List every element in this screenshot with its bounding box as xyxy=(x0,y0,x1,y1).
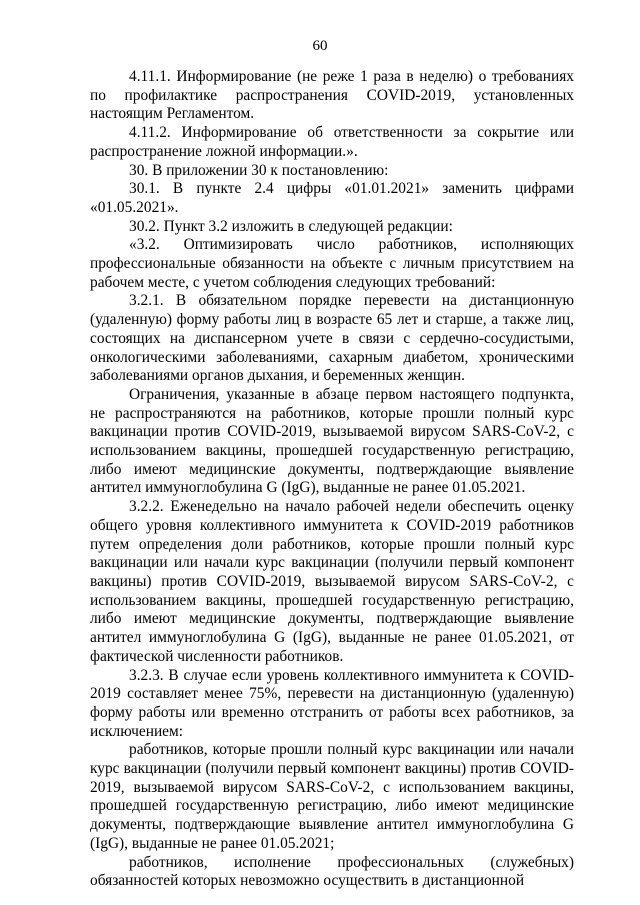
paragraph-4-11-2: 4.11.2. Информирование об ответственности за сокрытие или распространение ложной информации.». xyxy=(90,124,574,160)
paragraph-4-11-1: 4.11.1. Информирование (не реже 1 раза в неделю) о требованиях по профилактике распространения COVID-2019, установленных настоящим Регламентом. xyxy=(90,68,574,123)
document-body xyxy=(90,68,574,891)
paragraph-3-2-3: 3.2.3. В случае если уровень коллективного иммунитета к COVID-2019 составляет менее 75%, перевести на дистанционную (удаленную) форму работы или временно отстранить от работы всех работников, за исключением: xyxy=(90,666,574,740)
paragraph-restrictions: Ограничения, указанные в абзаце первом настоящего подпункта, не распространяются на работников, которые прошли полный курс вакцинации против COVID-2019, вызываемой вирусом SARS-CoV-2, с использованием вакцины, прошедшей государственную регистрацию, либо имеют медицинские документы, подтверждающие выявление антител иммуноглобулина G (IgG), выданные не ранее 01.05.2021. xyxy=(90,385,574,497)
paragraph-exception-vaccinated: работников, которые прошли полный курс вакцинации или начали курс вакцинации (получили первый компонент вакцины) против COVID-2019, вызываемой вирусом SARS-CoV-2, с использованием вакцины, прошедшей государственную регистрацию, либо имеют медицинские документы, подтверждающие выявление антител иммуноглобулина G (IgG), выданные не ранее 01.05.2021; xyxy=(90,741,574,852)
paragraph-exception-onsite: работников, исполнение профессиональных (служебных) обязанностей которых невозможно осуществить в дистанционной xyxy=(90,853,574,890)
paragraph-30: 30. В приложении 30 к постановлению: xyxy=(129,161,389,179)
paragraph-3-2-2: 3.2.2. Еженедельно на начало рабочей недели обеспечить оценку общего уровня коллективного иммунитета к COVID-2019 работников путем определения доли работников, которые прошли полный курс вакцинации или начали курс вакцинации (получили первый компонент вакцины) против COVID-2019, вызываемой вирусом SARS-CoV-2, с использованием вакцины, прошедшей государственную регистрацию, либо имеют медицинские документы, подтверждающие выявление антител иммуноглобулина G (IgG), выданные не ранее 01.05.2021, от фактической численности работников. xyxy=(90,498,574,665)
page-number: 60 xyxy=(312,38,328,54)
paragraph-30-1: 30.1. В пункте 2.4 цифры «01.01.2021» заменить цифрами «01.05.2021». xyxy=(90,180,574,216)
paragraph-30-2: 30.2. Пункт 3.2 изложить в следующей редакции: xyxy=(129,217,453,235)
paragraph-3-2: «3.2. Оптимизировать число работников, исполняющих профессиональные обязанности на объекте с личным присутствием на рабочем месте, с учетом соблюдения следующих требований: xyxy=(90,236,574,291)
paragraph-3-2-1: 3.2.1. В обязательном порядке перевести на дистанционную (удаленную) форму работы лиц в возрасте 65 лет и старше, а также лиц, состоящих на диспансерном учете в связи с сердечно-сосудистыми, онкологическими заболеваниями, сахарным диабетом, хроническими заболеваниями органов дыхания, и беременных женщин. xyxy=(90,292,574,385)
